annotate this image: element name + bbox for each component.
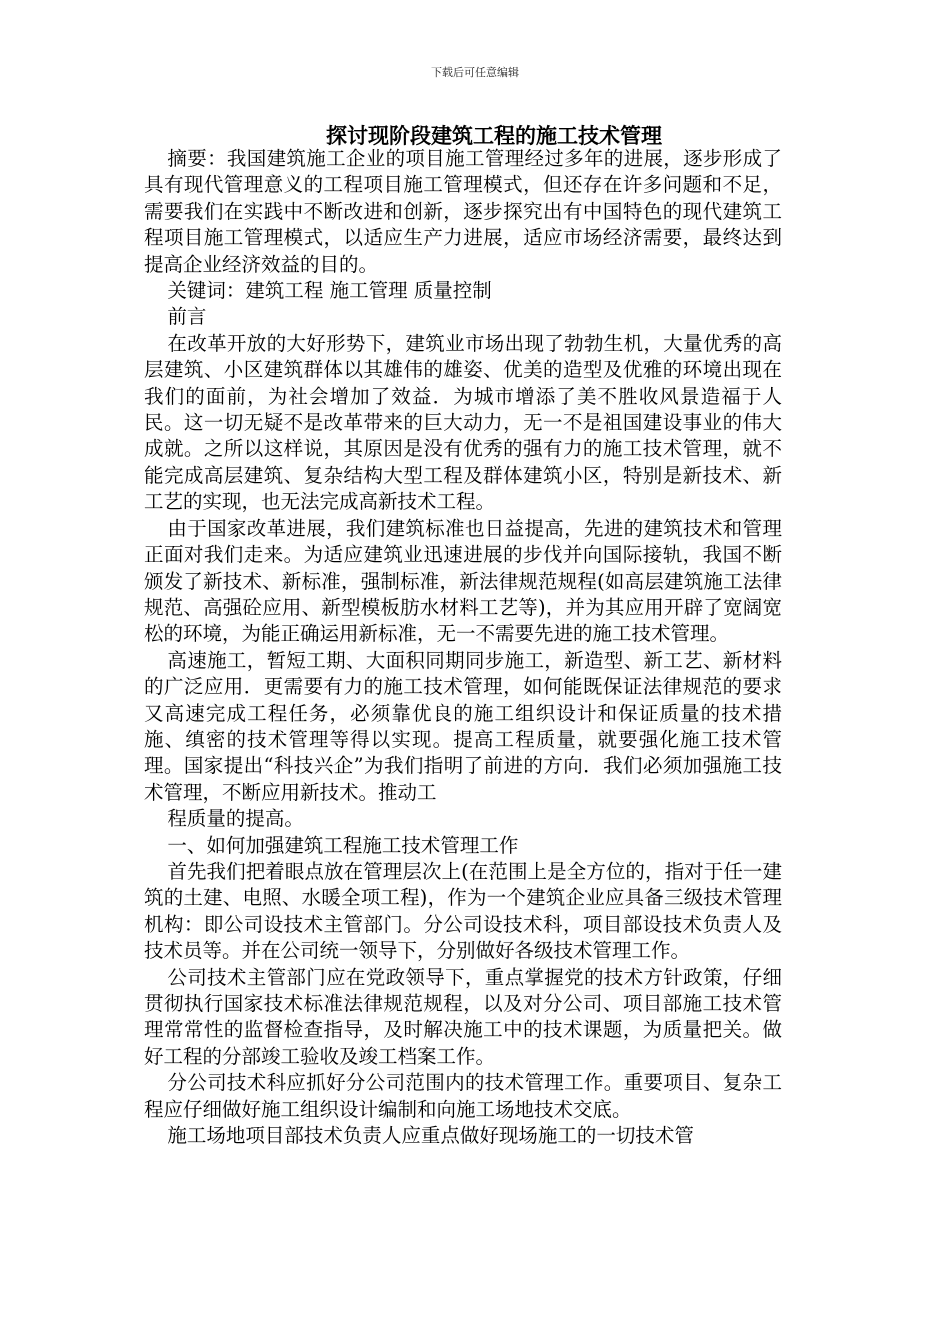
- body-paragraph: 分公司技术科应抓好分公司范围内的技术管理工作。重要项目、复杂工程应仔细做好施工组织设计编制和向施工场地技术交底。: [144, 1071, 782, 1121]
- keywords-paragraph: 关键词：建筑工程 施工管理 质量控制: [167, 279, 492, 303]
- body-paragraph: 首先我们把着眼点放在管理层次上(在范围上是全方位的，指对于任一建筑的土建、电照、水暖全项工程)，作为一个建筑企业应具备三级技术管理机构：即公司设技术主管部门。分公司设技术科，项目部设技术负责人及技术员等。并在公司统一领导下，分别做好各级技术管理工作。: [144, 859, 782, 963]
- body-paragraph: 在改革开放的大好形势下，建筑业市场出现了勃勃生机，大量优秀的高层建筑、小区建筑群体以其雄伟的雄姿、优美的造型及优雅的环境出现在我们的面前，为社会增加了效益．为城市增添了美不胜收风景造福于人民。这一切无疑不是改革带来的巨大动力，无一不是祖国建设事业的伟大成就。之所以这样说，其原因是没有优秀的强有力的施工技术管理，就不能完成高层建筑、复杂结构大型工程及群体建筑小区，特别是新技术、新工艺的实现，也无法完成高新技术工程。: [144, 331, 782, 514]
- section-heading: 一、如何加强建筑工程施工技术管理工作: [167, 833, 519, 857]
- abstract-paragraph: 摘要：我国建筑施工企业的项目施工管理经过多年的进展，逐步形成了具有现代管理意义的工程项目施工管理模式，但还存在许多问题和不足，需要我们在实践中不断改进和创新，逐步探究出有中国特色的现代建筑工程项目施工管理模式，以适应生产力进展，适应市场经济需要，最终达到提高企业经济效益的目的。: [144, 147, 782, 276]
- body-paragraph: 高速施工，暂短工期、大面积同期同步施工，新造型、新工艺、新材料的广泛应用．更需要有力的施工技术管理，如何能既保证法律规范的要求又高速完成工程任务，必须靠优良的施工组织设计和保证质量的技术措施、缜密的技术管理等得以实现。提高工程质量，就要强化施工技术管理。国家提出“科技兴企”为我们指明了前进的方向．我们必须加强施工技术管理，不断应用新技术。推动工: [144, 648, 782, 804]
- body-paragraph: 程质量的提高。: [167, 807, 304, 831]
- document-body: [144, 146, 782, 1149]
- header-note: 下载后可任意编辑: [431, 66, 519, 79]
- preface-heading: 前言: [167, 305, 207, 329]
- document-title: 探讨现阶段建筑工程的施工技术管理: [326, 123, 662, 148]
- body-paragraph: 由于国家改革进展，我们建筑标准也日益提高，先进的建筑技术和管理正面对我们走来。为适应建筑业迅速进展的步伐并向国际接轨，我国不断颁发了新技术、新标准，强制标准，新法律规范规程(如高层建筑施工法律规范、高强砼应用、新型模板肪水材料工艺等)，并为其应用开辟了宽阔宽松的环境，为能正确运用新标准，无一不需要先进的施工技术管理。: [144, 516, 782, 646]
- body-paragraph: 公司技术主管部门应在党政领导下，重点掌握党的技术方针政策，仔细贯彻执行国家技术标准法律规范规程，以及对分公司、项目部施工技术管理常常性的监督检查指导，及时解决施工中的技术课题，为质量把关。做好工程的分部竣工验收及竣工档案工作。: [144, 965, 782, 1068]
- body-paragraph: 施工场地项目部技术负责人应重点做好现场施工的一切技术管: [167, 1124, 694, 1148]
